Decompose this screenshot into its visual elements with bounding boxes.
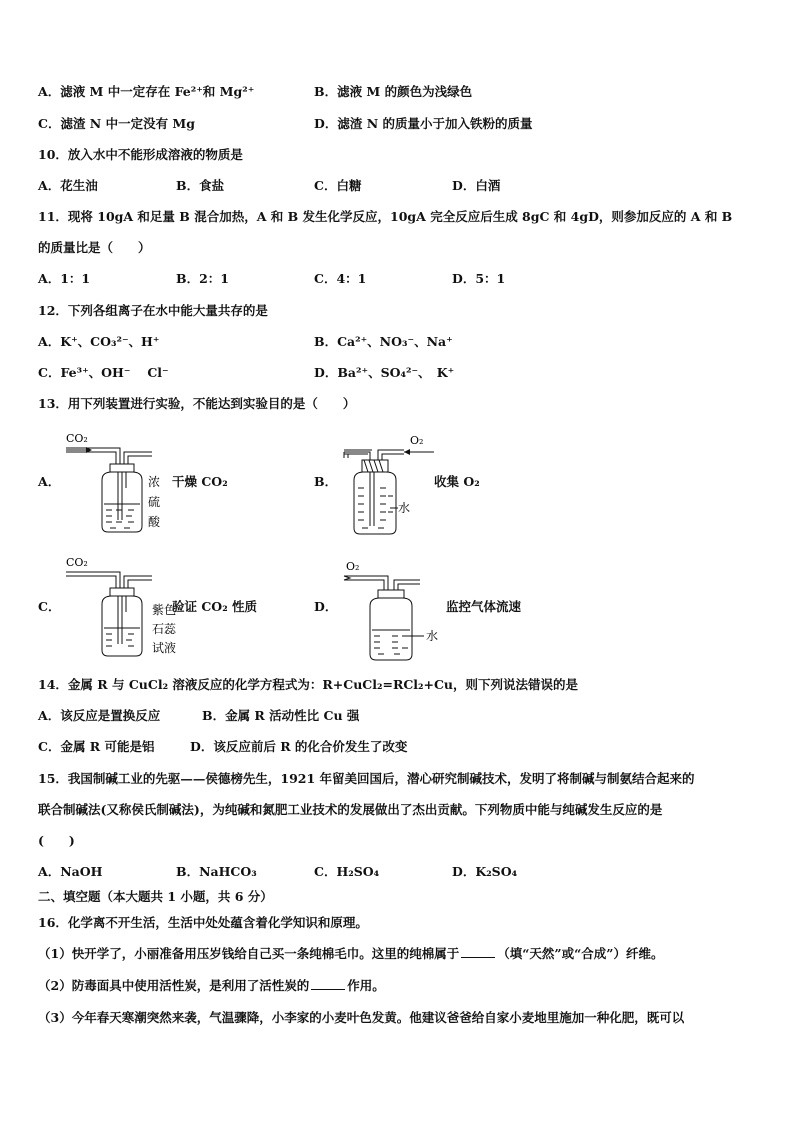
q15-option-b: B．NaHCO₃ bbox=[176, 864, 257, 879]
q15-stem-line3: ( ) bbox=[38, 833, 75, 848]
q9-option-a: A．滤液 M 中一定存在 Fe²⁺和 Mg²⁺ bbox=[38, 84, 255, 99]
apparatus-a-gas-label: CO₂ bbox=[66, 432, 88, 445]
q11-stem-line1: 11．现将 10gA 和足量 B 混合加热，A 和 B 发生化学反应，10gA 完全反应后生成 8gC 和 4gD，则参加反应的 A 和 B bbox=[38, 209, 733, 224]
q10-option-d: D．白酒 bbox=[452, 178, 501, 193]
apparatus-b-gas-label: O₂ bbox=[410, 434, 424, 447]
q12-stem: 12．下列各组离子在水中能大量共存的是 bbox=[38, 303, 268, 318]
q13-option-c-letter: C． bbox=[38, 599, 61, 614]
q13-option-b-letter: B． bbox=[314, 474, 338, 489]
q13-apparatus-d-diagram bbox=[340, 556, 450, 666]
q12-option-d: D．Ba²⁺、SO₄²⁻、 K⁺ bbox=[314, 365, 455, 380]
q15-stem-line1: 15．我国制碱工业的先驱——侯德榜先生，1921 年留美回国后，潜心研究制碱技术，发明了将制碱与制氨结合起来的 bbox=[38, 771, 695, 786]
q16-part2-text-b: 作用。 bbox=[347, 978, 385, 993]
q12-option-a: A．K⁺、CO₃²⁻、H⁺ bbox=[38, 334, 160, 349]
q16-part2-answer-blank[interactable] bbox=[311, 979, 345, 990]
q12-option-b: B．Ca²⁺、NO₃⁻、Na⁺ bbox=[314, 334, 453, 349]
q16-part2-text-a: （2）防毒面具中使用活性炭，是利用了活性炭的 bbox=[38, 978, 310, 993]
q13-option-d-purpose: 监控气体流速 bbox=[446, 599, 522, 614]
q11-option-a: A．1：1 bbox=[38, 271, 91, 286]
q10-option-c: C．白糖 bbox=[314, 178, 362, 193]
q13-option-a-letter: A． bbox=[38, 474, 61, 489]
apparatus-c-liquid-label-3: 试液 bbox=[152, 641, 177, 655]
q16-stem: 16．化学离不开生活，生活中处处蕴含着化学知识和原理。 bbox=[38, 915, 368, 930]
q10-option-b: B．食盐 bbox=[176, 178, 225, 193]
q9-option-d: D．滤渣 N 的质量小于加入铁粉的质量 bbox=[314, 116, 533, 131]
q16-part1-text-b: （填“天然”或“合成”）纤维。 bbox=[497, 946, 664, 961]
q14-option-a: A．该反应是置换反应 bbox=[38, 708, 161, 723]
q11-option-d: D．5：1 bbox=[452, 271, 506, 286]
q16-part1 bbox=[38, 946, 663, 962]
q13-option-a-purpose: 干燥 CO₂ bbox=[172, 474, 228, 489]
q13-option-c-purpose: 验证 CO₂ 性质 bbox=[172, 599, 258, 614]
q15-option-d: D．K₂SO₄ bbox=[452, 864, 518, 879]
apparatus-d-liquid-label: 水 bbox=[426, 629, 439, 643]
apparatus-a-liquid-label-1: 浓 bbox=[148, 475, 161, 489]
q16-part1-text-a: （1）快开学了，小丽准备用压岁钱给自己买一条纯棉毛巾。这里的纯棉属于 bbox=[38, 946, 460, 961]
q12-option-c: C．Fe³⁺、OH⁻ Cl⁻ bbox=[38, 365, 169, 380]
q9-option-b: B．滤液 M 的颜色为浅绿色 bbox=[314, 84, 473, 99]
q15-stem-line2: 联合制碱法(又称侯氏制碱法)，为纯碱和氮肥工业技术的发展做出了杰出贡献。下列物质中能与纯碱发生反应的是 bbox=[38, 802, 663, 817]
q13-apparatus-b-diagram bbox=[338, 430, 438, 540]
q13-option-b-purpose: 收集 O₂ bbox=[434, 474, 480, 489]
q11-option-b: B．2：1 bbox=[176, 271, 229, 286]
q13-option-d-letter: D． bbox=[314, 599, 338, 614]
section-heading-fill-in: 二、填空题（本大题共 1 小题，共 6 分） bbox=[38, 889, 273, 904]
q11-stem-line2: 的质量比是（ ） bbox=[38, 240, 151, 255]
q16-part1-answer-blank[interactable] bbox=[461, 947, 495, 958]
q14-option-d: D．该反应前后 R 的化合价发生了改变 bbox=[190, 739, 408, 754]
q9-option-c: C．滤渣 N 中一定没有 Mg bbox=[38, 116, 196, 131]
apparatus-c-liquid-label-1: 紫色 bbox=[152, 603, 177, 617]
q14-option-c: C．金属 R 可能是铝 bbox=[38, 739, 155, 754]
q16-part3: （3）今年春天寒潮突然来袭，气温骤降，小李家的小麦叶色发黄。他建议爸爸给自家小麦地里施加一种化肥，既可以 bbox=[38, 1010, 685, 1025]
q14-option-b: B．金属 R 活动性比 Cu 强 bbox=[202, 708, 360, 723]
apparatus-d-gas-label: O₂ bbox=[346, 560, 360, 573]
q14-stem: 14．金属 R 与 CuCl₂ 溶液反应的化学方程式为：R+CuCl₂=RCl₂+Cu，则下列说法错误的是 bbox=[38, 677, 579, 692]
q11-option-c: C．4：1 bbox=[314, 271, 367, 286]
q10-stem: 10．放入水中不能形成溶液的物质是 bbox=[38, 147, 243, 162]
apparatus-a-liquid-label-3: 酸 bbox=[148, 515, 161, 529]
apparatus-b-liquid-label: 水 bbox=[398, 501, 411, 515]
apparatus-c-gas-label: CO₂ bbox=[66, 556, 88, 569]
q13-stem: 13．用下列装置进行实验，不能达到实验目的是（ ） bbox=[38, 396, 356, 411]
q15-option-a: A．NaOH bbox=[38, 864, 103, 879]
q10-option-a: A．花生油 bbox=[38, 178, 98, 193]
apparatus-a-liquid-label-2: 硫 bbox=[148, 495, 161, 509]
q16-part2 bbox=[38, 978, 385, 994]
q15-option-c: C．H₂SO₄ bbox=[314, 864, 380, 879]
apparatus-c-liquid-label-2: 石蕊 bbox=[152, 622, 177, 636]
